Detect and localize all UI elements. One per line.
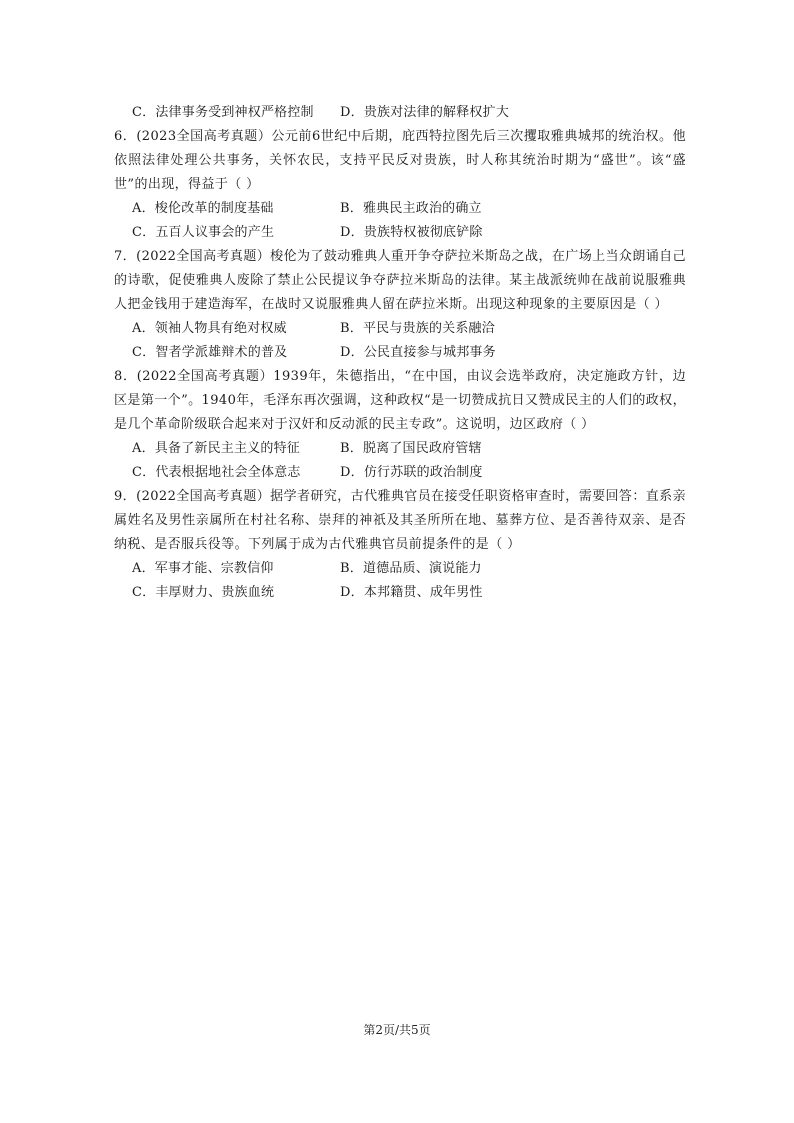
option-c: C．丰厚财力、贵族血统 [132,585,275,600]
option-b: B．脱离了国民政府管辖 [340,441,482,456]
page-number: 第2页/共5页 [363,1023,431,1037]
document-body [114,101,686,605]
question-6-stem: 6．(2023全国高考真题）公元前6世纪中后期，庇西特拉图先后三次攫取雅典城邦的统治权。他依照法律处理公共事务，关怀农民，支持平民反对贵族，时人称其统治时期为“盛世”。该“盛世”的出现，得益于（ ） [114,129,686,192]
question-6-options-cd [114,221,686,245]
option-b: B．平民与贵族的关系融洽 [340,321,495,336]
option-c: C．法律事务受到神权严格控制 [132,105,314,120]
question-9-options-ab [114,557,686,581]
question-7-options-ab [114,317,686,341]
option-d: D．贵族对法律的解释权扩大 [340,105,510,120]
question-7-stem: 7．(2022全国高考真题）梭伦为了鼓动雅典人重开争夺萨拉米斯岛之战，在广场上当众朗诵自己的诗歌，促使雅典人废除了禁止公民提议争夺萨拉米斯岛的法律。某主战派统帅在战前说服雅典人把金钱用于建造海军，在战时又说服雅典人留在萨拉米斯。出现这种现象的主要原因是（ ） [114,249,686,312]
question-7 [114,245,686,365]
question-9 [114,485,686,605]
option-c: C．五百人议事会的产生 [132,225,275,240]
question-8 [114,365,686,485]
question-8-stem: 8．(2022全国高考真题）1939年，朱德指出，“在中国，由议会选举政府，决定施政方针，边区是第一个”。1940年，毛泽东再次强调，这种政权“是一切赞成抗日又赞成民主的人们的政权，是几个革命阶级联合起来对于汉奸和反动派的民主专政”。这说明，边区政府（ ） [114,369,686,432]
option-a: A．军事才能、宗教信仰 [132,561,274,576]
option-d: D．贵族特权被彻底铲除 [340,225,483,240]
option-c: C．代表根据地社会全体意志 [132,465,301,480]
question-8-options-ab [114,437,686,461]
question-7-options-cd [114,341,686,365]
question-6-options-ab [114,197,686,221]
option-b: B．道德品质、演说能力 [340,561,482,576]
question-8-options-cd [114,461,686,485]
option-c: C．智者学派雄辩术的普及 [132,345,288,360]
question-5-options-cd [114,101,686,125]
question-6 [114,125,686,245]
option-d: D．本邦籍贯、成年男性 [340,585,483,600]
option-d: D．公民直接参与城邦事务 [340,345,496,360]
option-b: B．雅典民主政治的确立 [340,201,482,216]
question-9-stem: 9．(2022全国高考真题）据学者研究，古代雅典官员在接受任职资格审查时，需要回答：直系亲属姓名及男性亲属所在村社名称、崇拜的神祇及其圣所所在地、墓葬方位、是否善待双亲、是否纳税、是否服兵役等。下列属于成为古代雅典官员前提条件的是（ ） [114,489,686,552]
option-a: A．具备了新民主主义的特征 [132,441,300,456]
option-d: D．仿行苏联的政治制度 [340,465,483,480]
option-a: A．梭伦改革的制度基础 [132,201,274,216]
option-a: A．领袖人物具有绝对权威 [132,321,287,336]
question-9-options-cd [114,581,686,605]
